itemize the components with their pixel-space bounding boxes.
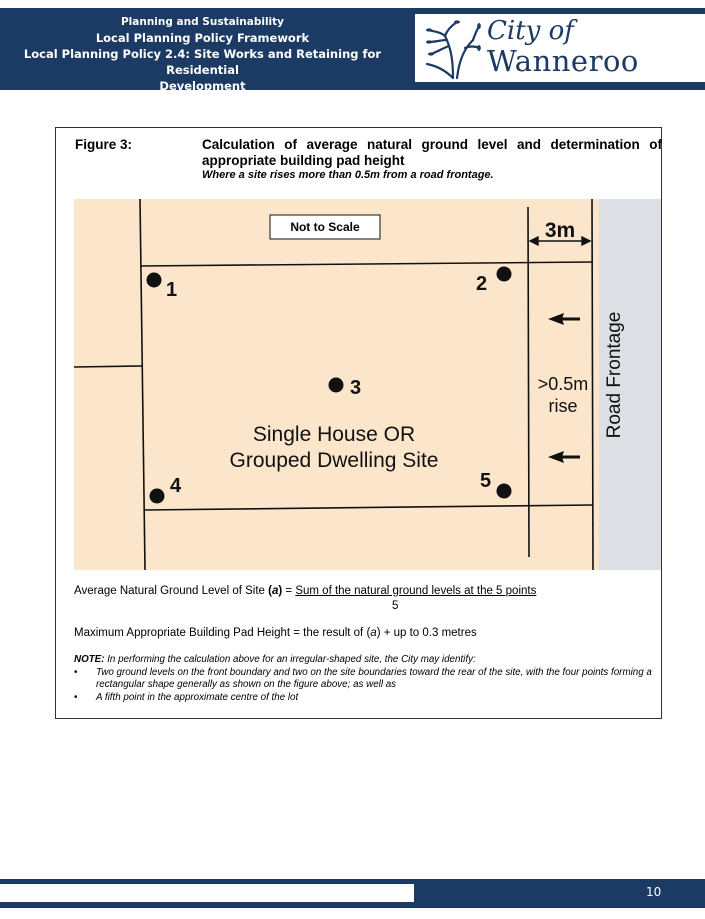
neighbour-boundary-line [74, 366, 142, 367]
figure-label: Figure 3: [75, 137, 133, 152]
point-label-5: 5 [480, 470, 492, 492]
city-logo [415, 14, 705, 82]
site-label-line1: Single House OR [252, 423, 416, 446]
header-framework: Local Planning Policy Framework [95, 31, 310, 45]
formula-variable: a [271, 585, 279, 597]
header-department: Planning and Sustainability [120, 16, 285, 28]
formula-var-open: ( [268, 585, 272, 597]
point-marker-3 [329, 378, 344, 393]
page-number: 10 [646, 885, 662, 899]
max-text-a: Maximum Appropriate Building Pad Height = the result of ( [74, 627, 371, 639]
site-label-line2: Grouped Dwelling Site [229, 449, 439, 472]
logo-wanneroo-text: Wanneroo [487, 44, 639, 78]
bullet-text: A fifth point in the approximate centre of the lot [96, 692, 299, 703]
footer-white-strip [0, 884, 414, 902]
point-label-1: 1 [166, 279, 178, 301]
formula-denominator: 5 [392, 600, 399, 612]
note-bullet-1 [74, 667, 674, 693]
front-boundary-line [592, 199, 593, 570]
site-diagram [74, 199, 661, 570]
formula-var-close: ) [278, 585, 283, 597]
note-bullet-2 [74, 692, 674, 706]
footer-line [0, 905, 705, 908]
note-text: In performing the calculation above for an irregular-shaped site, the City may identify: [104, 654, 476, 665]
formula-numerator: Sum of the natural ground levels at the 5 points [295, 585, 537, 597]
bullet-dot: • [74, 667, 78, 678]
setback-label: 3m [544, 219, 576, 242]
point-marker-5 [497, 484, 512, 499]
bullet-dot: • [74, 692, 78, 703]
rise-label: >0.5m [537, 374, 589, 394]
point-label-4: 4 [170, 475, 182, 497]
kangaroo-paw-icon [423, 18, 481, 80]
figure-title: Calculation of average natural ground level and determination of appropriate building pad height [202, 137, 662, 168]
figure-subtitle: Where a site rises more than 0.5m from a road frontage. [202, 169, 494, 181]
scale-note: Not to Scale [290, 220, 360, 234]
max-variable: a [370, 627, 377, 639]
formula-equals: = [282, 585, 296, 597]
point-marker-4 [150, 489, 165, 504]
header-title-block [0, 14, 405, 94]
formula-prefix: Average Natural Ground Level of Site [74, 585, 269, 597]
point-marker-2 [497, 267, 512, 282]
point-marker-1 [147, 273, 162, 288]
setback-line [528, 207, 529, 557]
average-formula [74, 585, 536, 597]
header-policy-title: Local Planning Policy 2.4: Site Works and Retaining for Residential [23, 47, 382, 77]
bullet-text: Two ground levels on the front boundary and two on the site boundaries toward the rear of the site, with the four points forming a rectangular shape generally as shown on the figure above; as well as [96, 667, 652, 690]
rise-label-2: rise [548, 396, 578, 416]
header-policy-title-cont: Development [159, 79, 246, 93]
note-paragraph [74, 654, 476, 665]
point-label-3: 3 [350, 377, 362, 399]
point-label-2: 2 [476, 273, 488, 295]
note-label: NOTE: [74, 654, 105, 665]
logo-city-text: City of [487, 16, 574, 46]
max-pad-height-formula [74, 627, 477, 639]
road-frontage-label: Road Frontage [604, 311, 625, 439]
max-text-b: ) + up to 0.3 metres [376, 627, 477, 639]
